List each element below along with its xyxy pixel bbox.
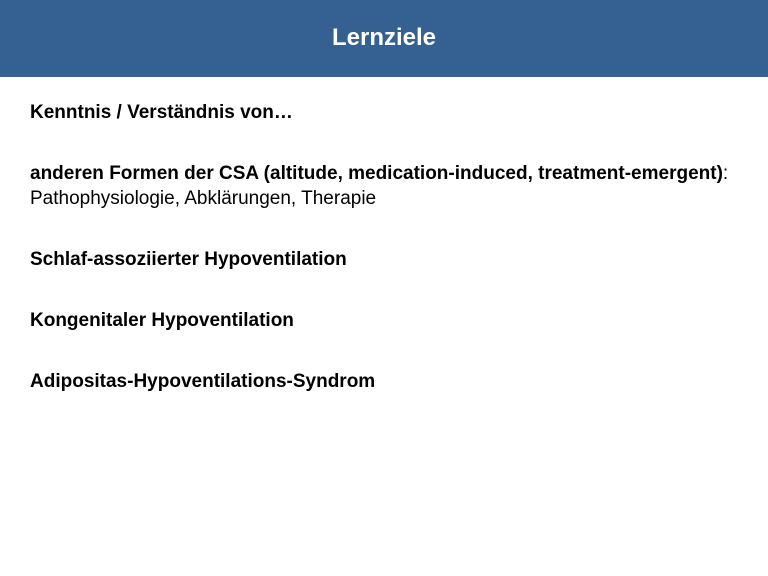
learning-goal-normal-text: : Pathophysiologie, Abklärungen, Therapie: [30, 163, 729, 209]
learning-goal-item: Schlaf-assoziierter Hypoventilation: [30, 249, 347, 270]
title-bar: [0, 0, 768, 77]
slide-title: Lernziele: [331, 23, 437, 51]
slide-content: [30, 100, 740, 430]
learning-goal-item: Kongenitaler Hypoventilation: [30, 310, 294, 331]
learning-goal-item: [30, 161, 740, 211]
learning-goal-item: Adipositas-Hypoventilations-Syndrom: [30, 371, 376, 392]
learning-goal-bold-text: anderen Formen der CSA (altitude, medication-induced, treatment-emergent): [30, 163, 723, 184]
intro-line: Kenntnis / Verständnis von…: [30, 102, 293, 123]
